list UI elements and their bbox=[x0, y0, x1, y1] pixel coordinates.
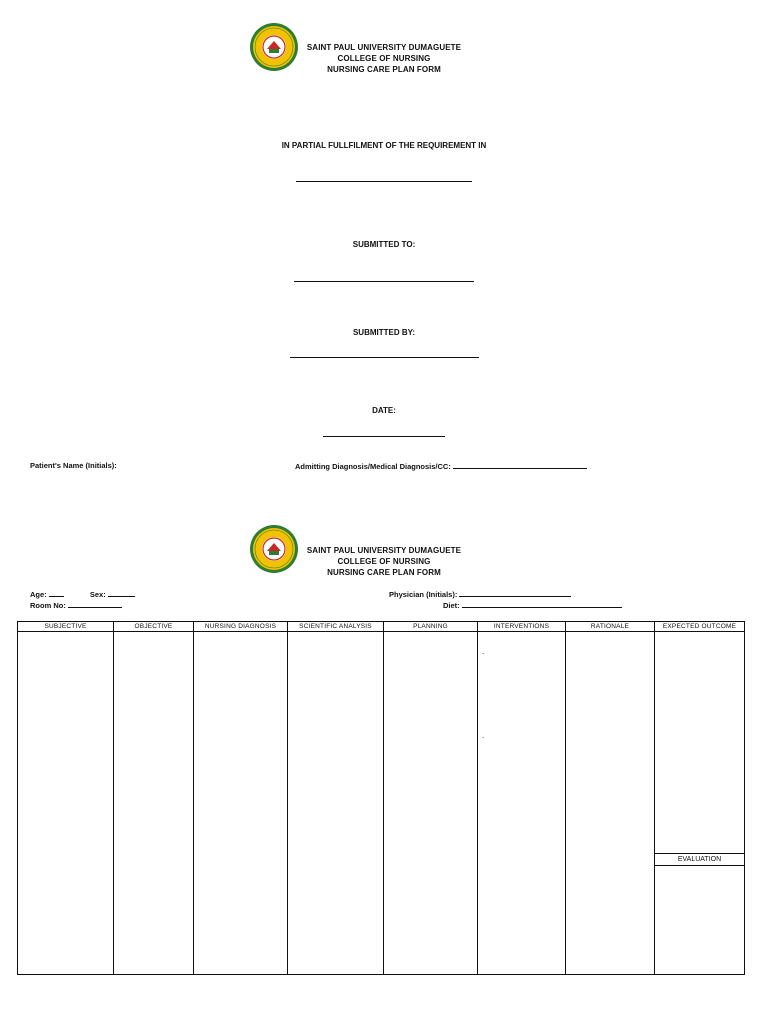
college-name: COLLEGE OF NURSING bbox=[337, 557, 431, 566]
header-text bbox=[274, 545, 494, 578]
sex-blank[interactable] bbox=[108, 589, 135, 597]
column-subjective: SUBJECTIVE bbox=[18, 622, 114, 632]
college-name: COLLEGE OF NURSING bbox=[337, 54, 431, 63]
room-blank[interactable] bbox=[68, 600, 122, 608]
admitting-diagnosis-field bbox=[295, 461, 587, 471]
age-label: Age: bbox=[30, 590, 47, 599]
date-blank[interactable] bbox=[323, 436, 445, 437]
patient-name-text: Patient's Name (Initials): bbox=[30, 461, 117, 470]
physician-blank[interactable] bbox=[459, 589, 571, 597]
planning-cell[interactable] bbox=[384, 632, 478, 975]
nursing-diagnosis-cell[interactable] bbox=[194, 632, 288, 975]
header-text bbox=[274, 42, 494, 75]
requirement-label: IN PARTIAL FULLFILMENT OF THE REQUIREMENT IN bbox=[281, 141, 487, 150]
physician-row bbox=[389, 589, 571, 599]
rationale-cell[interactable] bbox=[566, 632, 655, 975]
diet-label: Diet: bbox=[443, 601, 460, 610]
objective-cell[interactable] bbox=[114, 632, 194, 975]
column-rationale: RATIONALE bbox=[566, 622, 655, 632]
submitted-to-label: SUBMITTED TO: bbox=[352, 240, 416, 249]
careplan-header bbox=[0, 520, 768, 580]
submitted-by-label: SUBMITTED BY: bbox=[352, 328, 416, 337]
physician-label: Physician (Initials): bbox=[389, 590, 458, 599]
admitting-diagnosis-text: Admitting Diagnosis/Medical Diagnosis/CC: bbox=[295, 462, 451, 471]
intervention-mark: . bbox=[482, 647, 485, 656]
expected-outcome-cell[interactable] bbox=[655, 632, 745, 975]
table-row bbox=[18, 632, 745, 975]
interventions-cell[interactable] bbox=[478, 632, 566, 975]
form-title: NURSING CARE PLAN FORM bbox=[327, 568, 441, 577]
column-nursing-diagnosis: NURSING DIAGNOSIS bbox=[194, 622, 288, 632]
submitted-by-blank[interactable] bbox=[290, 357, 479, 358]
submitted-to-blank[interactable] bbox=[294, 281, 474, 282]
subjective-cell[interactable] bbox=[18, 632, 114, 975]
date-label: DATE: bbox=[372, 406, 396, 415]
evaluation-label: EVALUATION bbox=[654, 853, 745, 866]
sex-label: Sex: bbox=[89, 590, 106, 599]
cover-header bbox=[0, 0, 768, 80]
room-row bbox=[30, 600, 122, 610]
university-name: SAINT PAUL UNIVERSITY DUMAGUETE bbox=[306, 546, 462, 555]
patient-name-label bbox=[30, 461, 117, 470]
intervention-mark: . bbox=[482, 731, 485, 740]
column-interventions: INTERVENTIONS bbox=[478, 622, 566, 632]
column-scientific-analysis: SCIENTIFIC ANALYSIS bbox=[288, 622, 384, 632]
age-sex-row bbox=[30, 589, 135, 599]
admitting-diagnosis-blank[interactable] bbox=[453, 461, 587, 469]
column-expected-outcome: EXPECTED OUTCOME bbox=[655, 622, 745, 632]
room-label: Room No: bbox=[30, 601, 66, 610]
scientific-analysis-cell[interactable] bbox=[288, 632, 384, 975]
university-name: SAINT PAUL UNIVERSITY DUMAGUETE bbox=[306, 43, 462, 52]
column-planning: PLANNING bbox=[384, 622, 478, 632]
requirement-blank[interactable] bbox=[296, 181, 472, 182]
diet-row bbox=[443, 600, 622, 610]
care-plan-table bbox=[17, 621, 745, 975]
age-blank[interactable] bbox=[49, 589, 64, 597]
column-objective: OBJECTIVE bbox=[114, 622, 194, 632]
diet-blank[interactable] bbox=[462, 600, 622, 608]
table-header-row bbox=[18, 622, 745, 632]
form-title: NURSING CARE PLAN FORM bbox=[327, 65, 441, 74]
